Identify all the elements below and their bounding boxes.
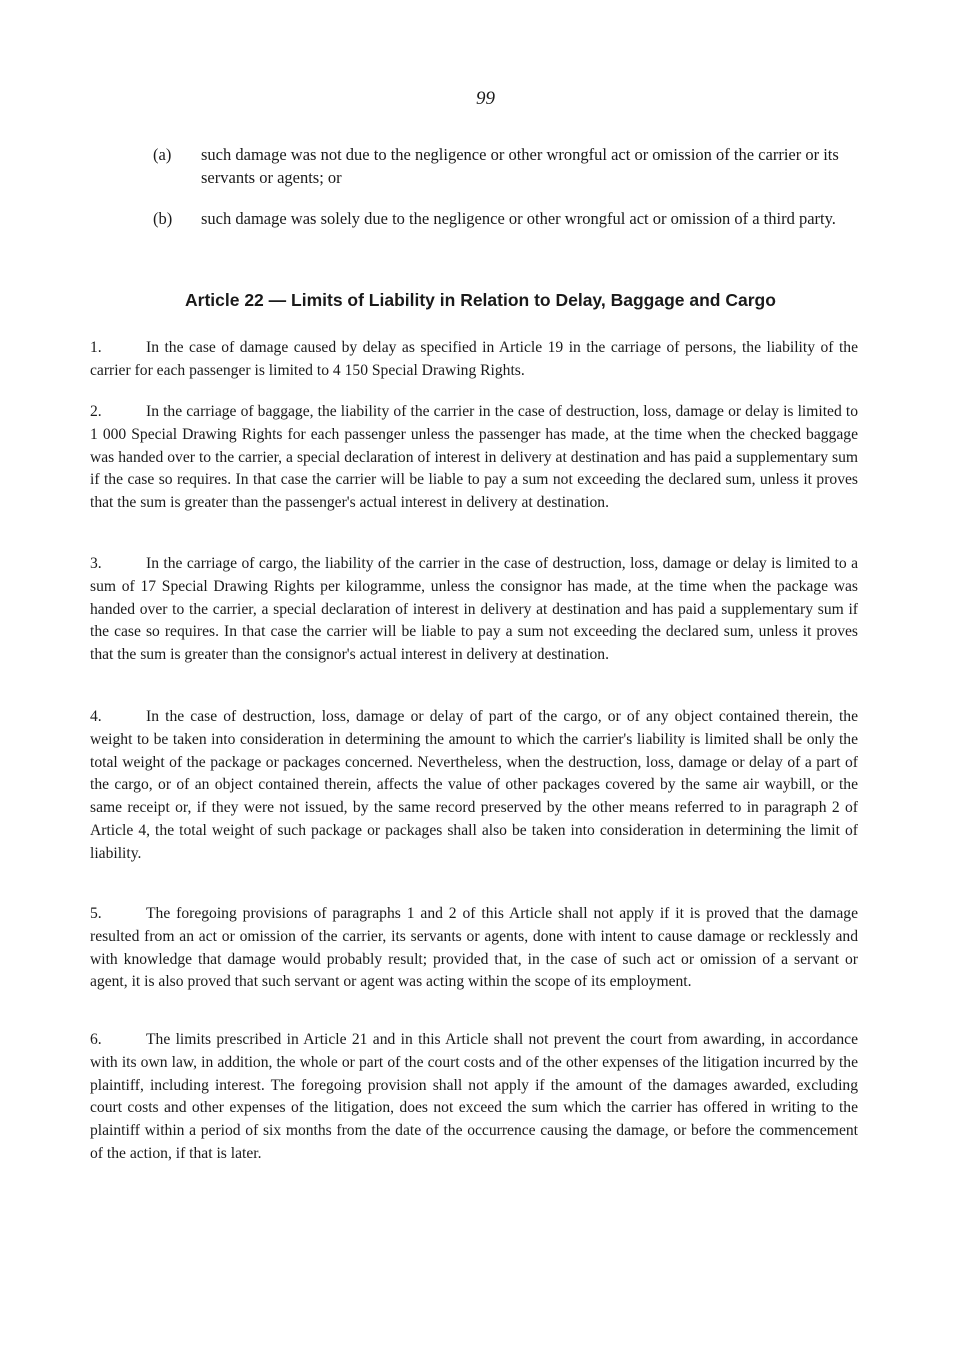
list-item-text: such damage was not due to the negligence or other wrongful act or omission of the carrier or its servants or agents; or: [201, 145, 839, 187]
paragraph-number: 6.: [90, 1031, 102, 1048]
paragraph-text: The limits prescribed in Article 21 and in this Article shall not prevent the court from awarding, in accordance with its own law, in addition, the whole or part of the court costs and of the other expenses of the litigation incurred by the plaintiff, including interest. The foregoing provision shall not apply if the amount of the damages awarded, excluding court costs and other expenses of the litigation, does not exceed the sum which the carrier has offered in writing to the plaintiff within a period of six months from the date of the occurrence causing the damage, or before the commencement of the action, if that is later.: [90, 1031, 858, 1162]
paragraph-1: [90, 337, 858, 383]
paragraph-number: 4.: [90, 708, 102, 725]
paragraph-number: 5.: [90, 905, 102, 922]
paragraph-6: [90, 1029, 858, 1166]
paragraph-number: 1.: [90, 339, 102, 356]
page-number: 99: [476, 88, 495, 109]
paragraph-text: In the case of destruction, loss, damage or delay of part of the cargo, or of any object contained therein, the weight to be taken into consideration in determining the amount to which the carrier's liability is limited shall be only the total weight of the package or packages concerned. Nevertheless, when the destruction, loss, damage or delay of a part of the cargo, or of an object contained therein, affects the value of other packages covered by the same air waybill, or the same receipt or, if they were not issued, by the same record preserved by the other means referred to in paragraph 2 of Article 4, the total weight of such package or packages shall also be taken into consideration in determining the limit of liability.: [90, 708, 858, 862]
article-heading: Article 22 — Limits of Liability in Relation to Delay, Baggage and Cargo: [185, 290, 776, 310]
paragraph-text: In the case of damage caused by delay as specified in Article 19 in the carriage of persons, the liability of the carrier for each passenger is limited to 4 150 Special Drawing Rights.: [90, 339, 858, 379]
list-item-a: [153, 143, 873, 189]
list-item-text: such damage was solely due to the negligence or other wrongful act or omission of a third party.: [201, 209, 836, 228]
paragraph-text: In the carriage of cargo, the liability of the carrier in the case of destruction, loss, damage or delay is limited to a sum of 17 Special Drawing Rights per kilogramme, unless the consignor has made, at the time when the package was handed over to the carrier, a special declaration of interest in delivery at destination and has paid a supplementary sum if the case so requires. In that case the carrier will be liable to pay a sum not exceeding the declared sum, unless it proves that the sum is greater than the consignor's actual interest in delivery at destination.: [90, 555, 858, 664]
list-marker: (b): [153, 209, 173, 228]
list-item-b: [153, 207, 873, 230]
paragraph-4: [90, 706, 858, 866]
paragraph-text: The foregoing provisions of paragraphs 1 and 2 of this Article shall not apply if it is proved that the damage resulted from an act or omission of the carrier, its servants or agents, done with intent to cause damage or recklessly and with knowledge that damage would probably result; provided that, in the case of such act or omission of a servant or agent, it is also proved that such servant or agent was acting within the scope of its employment.: [90, 905, 858, 991]
list-marker: (a): [153, 145, 172, 164]
paragraph-2: [90, 401, 858, 515]
paragraph-3: [90, 553, 858, 667]
paragraph-number: 2.: [90, 403, 102, 420]
paragraph-5: [90, 903, 858, 994]
paragraph-text: In the carriage of baggage, the liability of the carrier in the case of destruction, loss, damage or delay is limited to 1 000 Special Drawing Rights for each passenger unless the passenger has made, at the time when the checked baggage was handed over to the carrier, a special declaration of interest in delivery at destination and has paid a supplementary sum if the case so requires. In that case the carrier will be liable to pay a sum not exceeding the declared sum, unless it proves that the sum is greater than the passenger's actual interest in delivery at destination.: [90, 403, 858, 512]
paragraph-number: 3.: [90, 555, 102, 572]
